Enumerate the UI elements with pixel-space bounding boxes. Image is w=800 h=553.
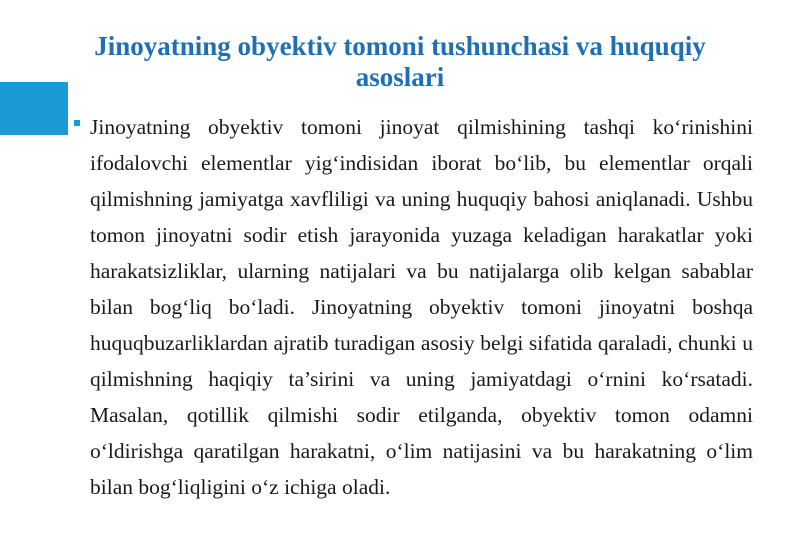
accent-block bbox=[0, 82, 68, 135]
square-bullet-icon bbox=[74, 120, 80, 126]
body-paragraph: Jinoyatning obyektiv tomoni jinoyat qilmishining tashqi ko‘rinishini ifodalovchi elementlar yig‘indisidan iborat bo‘lib, bu elementlar orqali qilmishning jamiyatga xavfliligi va uning huquqiy bahosi aniqlanadi. Ushbu tomon jinoyatni sodir etish jarayonida yuzaga keladigan harakatlar yoki harakatsizliklar, ularning natijalari va bu natijalarga olib kelgan sabablar bilan bog‘liq bo‘ladi. Jinoyatning obyektiv tomoni jinoyatni boshqa huquqbuzarliklardan ajratib turadigan asosiy belgi sifatida qaraladi, chunki u qilmishning haqiqiy ta’sirini va uning jamiyatdagi o‘rnini ko‘rsatadi. Masalan, qotillik qilmishi sodir etilganda, obyektiv tomon odamni o‘ldirishga qaratilgan harakatni, o‘lim natijasini va bu harakatning o‘lim bilan bog‘liqligini o‘z ichiga oladi. bbox=[90, 115, 753, 499]
slide-title: Jinoyatning obyektiv tomoni tushunchasi va huquqiy asoslari bbox=[94, 31, 706, 92]
